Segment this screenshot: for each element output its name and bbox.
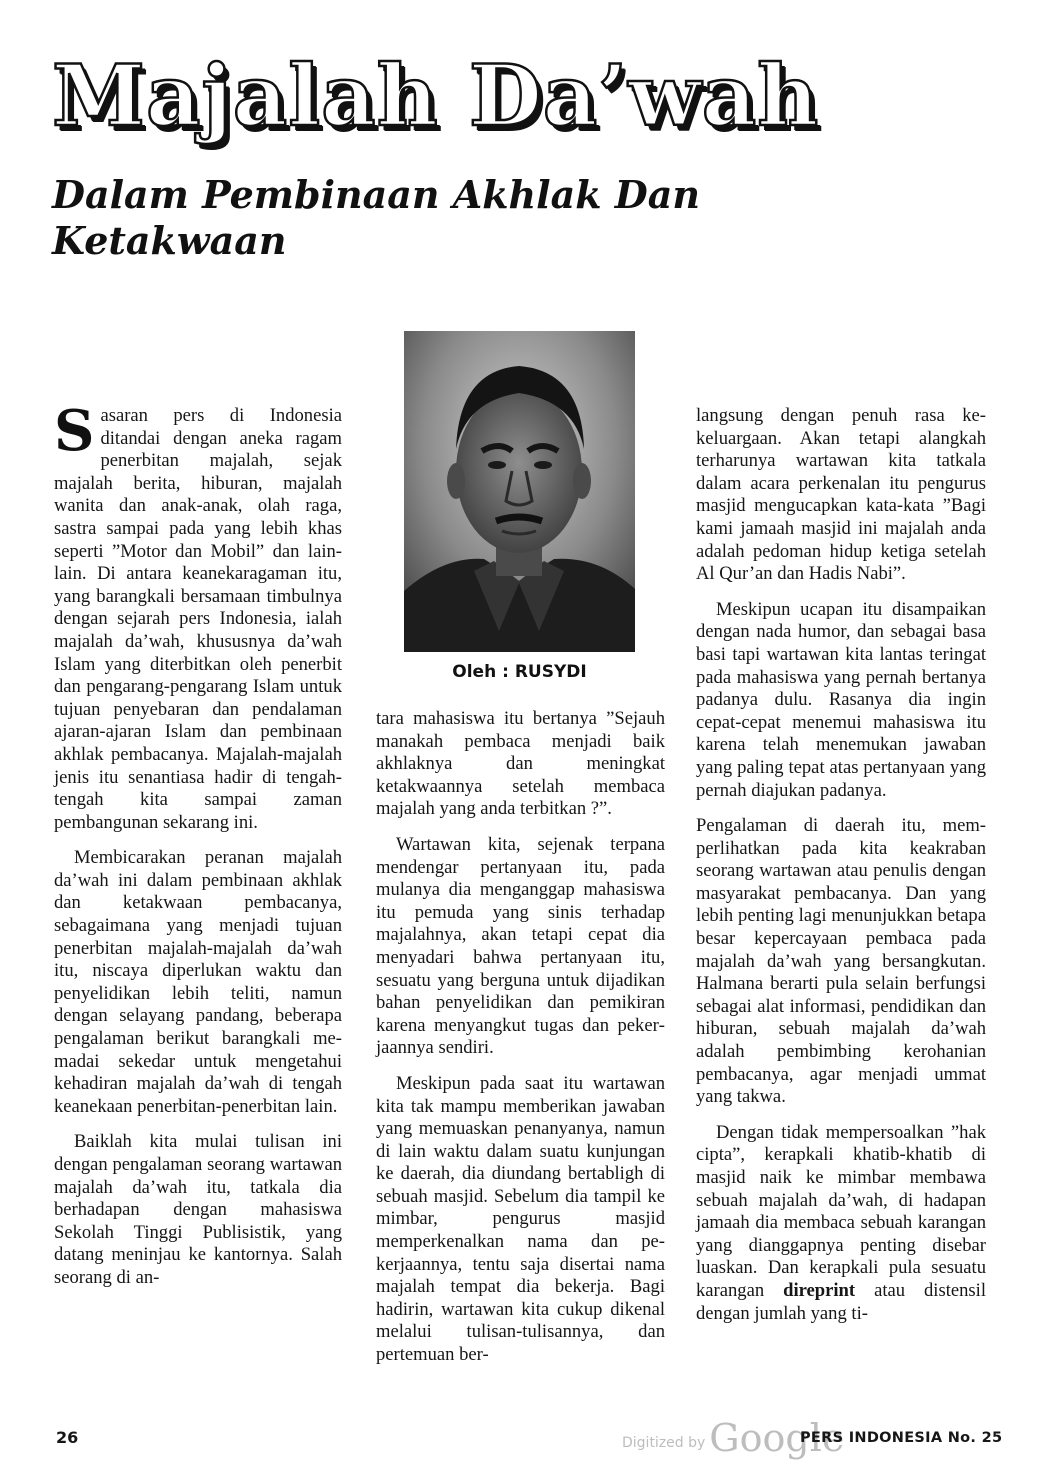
emphasis-text: direprint [783, 1279, 856, 1301]
watermark-label: Digitized by [622, 1435, 706, 1451]
paragraph [54, 398, 342, 834]
watermark-logo: Google [709, 1416, 845, 1460]
drop-cap: S [54, 398, 95, 464]
masthead-title: Majalah Da’wah [52, 46, 820, 145]
article-column-3 [696, 405, 986, 1338]
article-column-2 [376, 708, 665, 1380]
paragraph-text: atau distensil dengan jumlah yang ti- [696, 1279, 986, 1324]
page-number: 26 [56, 1428, 79, 1447]
article-subtitle: Dalam Pembinaan Akhlak Dan Ketakwaan [52, 172, 701, 263]
author-byline: Oleh : RUSYDI [452, 662, 587, 682]
paragraph [696, 1122, 986, 1325]
paragraph: Meskipun pada saat itu wartawan kita tak mampu memberikan jawaban yang memuaskan penanyanya, namun di lain waktu dalam suatu kunjungan ke daerah, dia diundang bertabligh di sebuah masjid. Sebelum dia tampil ke mimbar, pengurus masjid memperkenalkan nama dan pekerjaannya, tentu saja disertai nama majalah tempat dia bekerja. Bagi hadirin, wartawan kita cukup dikenal melalui tulisan-tulisannya, dan pertemuan ber- [376, 1072, 665, 1366]
paragraph: Wartawan kita, sejenak terpana mendengar pertanyaan itu, pada mulanya dia menganggap mahasiswa itu pemuda yang sinis terhadap majalahnya, akan tetapi cepat dia menyadari bahwa pertanyaan itu, sesuatu yang berguna untuk dijadikan bahan penyelidikan dan pemikiran karena menyangkut tugas dan pekerjaannya sendiri. [376, 833, 665, 1059]
paragraph: langsung dengan penuh rasa kekeluargaan. Akan tetapi alangkah terharunya wartawan kita tatkala dalam acara perkenalan itu pengurus masjid mengucapkan kata-kata ”Bagi kami jamaah masjid ini majalah anda adalah pedoman hidup ketiga setelah Al Qur’an dan Hadis Nabi”. [696, 405, 986, 585]
paragraph: tara mahasiswa itu bertanya ”Sejauh manakah pembaca menjadi baik akhlaknya dan meningkat ketakwaannya setelah membaca majalah yang anda terbitkan ?”. [376, 708, 665, 820]
paragraph: Meskipun ucapan itu disampaikan dengan nada humor, dan sebagai basa basi tapi wartawan kita lantas teringat pada mahasiswa yang pernah bertanya padanya dulu. Rasanya dia ingin cepat-cepat menemui mahasiswa itu karena telah menemukan jawaban yang paling tepat atas pertanyaan yang pernah diajukan padanya. [696, 598, 986, 801]
publication-name: PERS INDONESIA No. 25 [800, 1430, 1003, 1446]
paragraph-text: Dengan tidak mempersoalkan ”hak cipta”, kerapkali khatib-khatib di masjid naik ke mimbar membawa sebuah majalah da’wah, di hadapan jamaah dia membaca sebuah karangan yang dianggapnya penting disebar luaskan. Dan kerapkali pula sesuatu karangan [696, 1121, 986, 1301]
paragraph-text: asaran pers di Indonesia ditandai dengan aneka ragam penerbitan majalah, sejak majalah berita, hiburan, majalah wanita dan anak-anak, olah raga, sastra sampai pada yang lebih khas seperti ”Motor dan Mobil” dan lain-lain. Di antara keanekaragaman itu, yang barangkali bersamaan timbulnya dengan sejarah pers Indonesia, ialah majalah da’wah, khususnya da’wah Islam yang diterbitkan oleh penerbit dan pengarang-pengarang Islam untuk tujuan penyebaran dan pendalaman ajaran-ajaran Islam dan pembinaan akhlak pembacanya. Majalah-majalah jenis itu senantiasa hadir di tengah-tengah kita sampai zaman pembangunan sekarang ini. [54, 405, 342, 833]
paragraph: Pengalaman di daerah itu, memperlihatkan pada kita keakraban seorang wartawan atau penulis dengan masyarakat pembacanya. Dan yang lebih penting lagi menunjukkan betapa besar kepercayaan pembaca pada majalah da’wah yang bersangkutan. Halmana berarti pula selain berfungsi sebagai alat informasi, pendidikan dan hiburan, sebuah majalah da’wah adalah pembimbing kerohanian pembacanya, agar menjadi ummat yang takwa. [696, 815, 986, 1108]
portrait-illustration [404, 331, 635, 652]
author-portrait [404, 331, 635, 652]
paragraph: Membicarakan peranan majalah da’wah ini dalam pembinaan akhlak dan ketakwaan pembacanya, sebagaimana yang menjadi tujuan penerbitan majalah-majalah da’wah itu, niscaya diperlukan waktu dan penyelidikan lebih teliti, namun dengan selayang pandang, beberapa pengalaman berikut barangkali memadai sekedar untuk mengetahui kehadiran majalah da’wah di tengah keanekaan penerbitan-penerbitan lain. [54, 847, 342, 1117]
paragraph: Baiklah kita mulai tulisan ini dengan pengalaman seorang wartawan majalah da’wah itu, tatkala dia berhadapan dengan mahasiswa Sekolah Tinggi Publisistik, yang datang meninjau ke kantornya. Salah seorang di an- [54, 1131, 342, 1288]
article-column-1 [54, 398, 342, 1303]
